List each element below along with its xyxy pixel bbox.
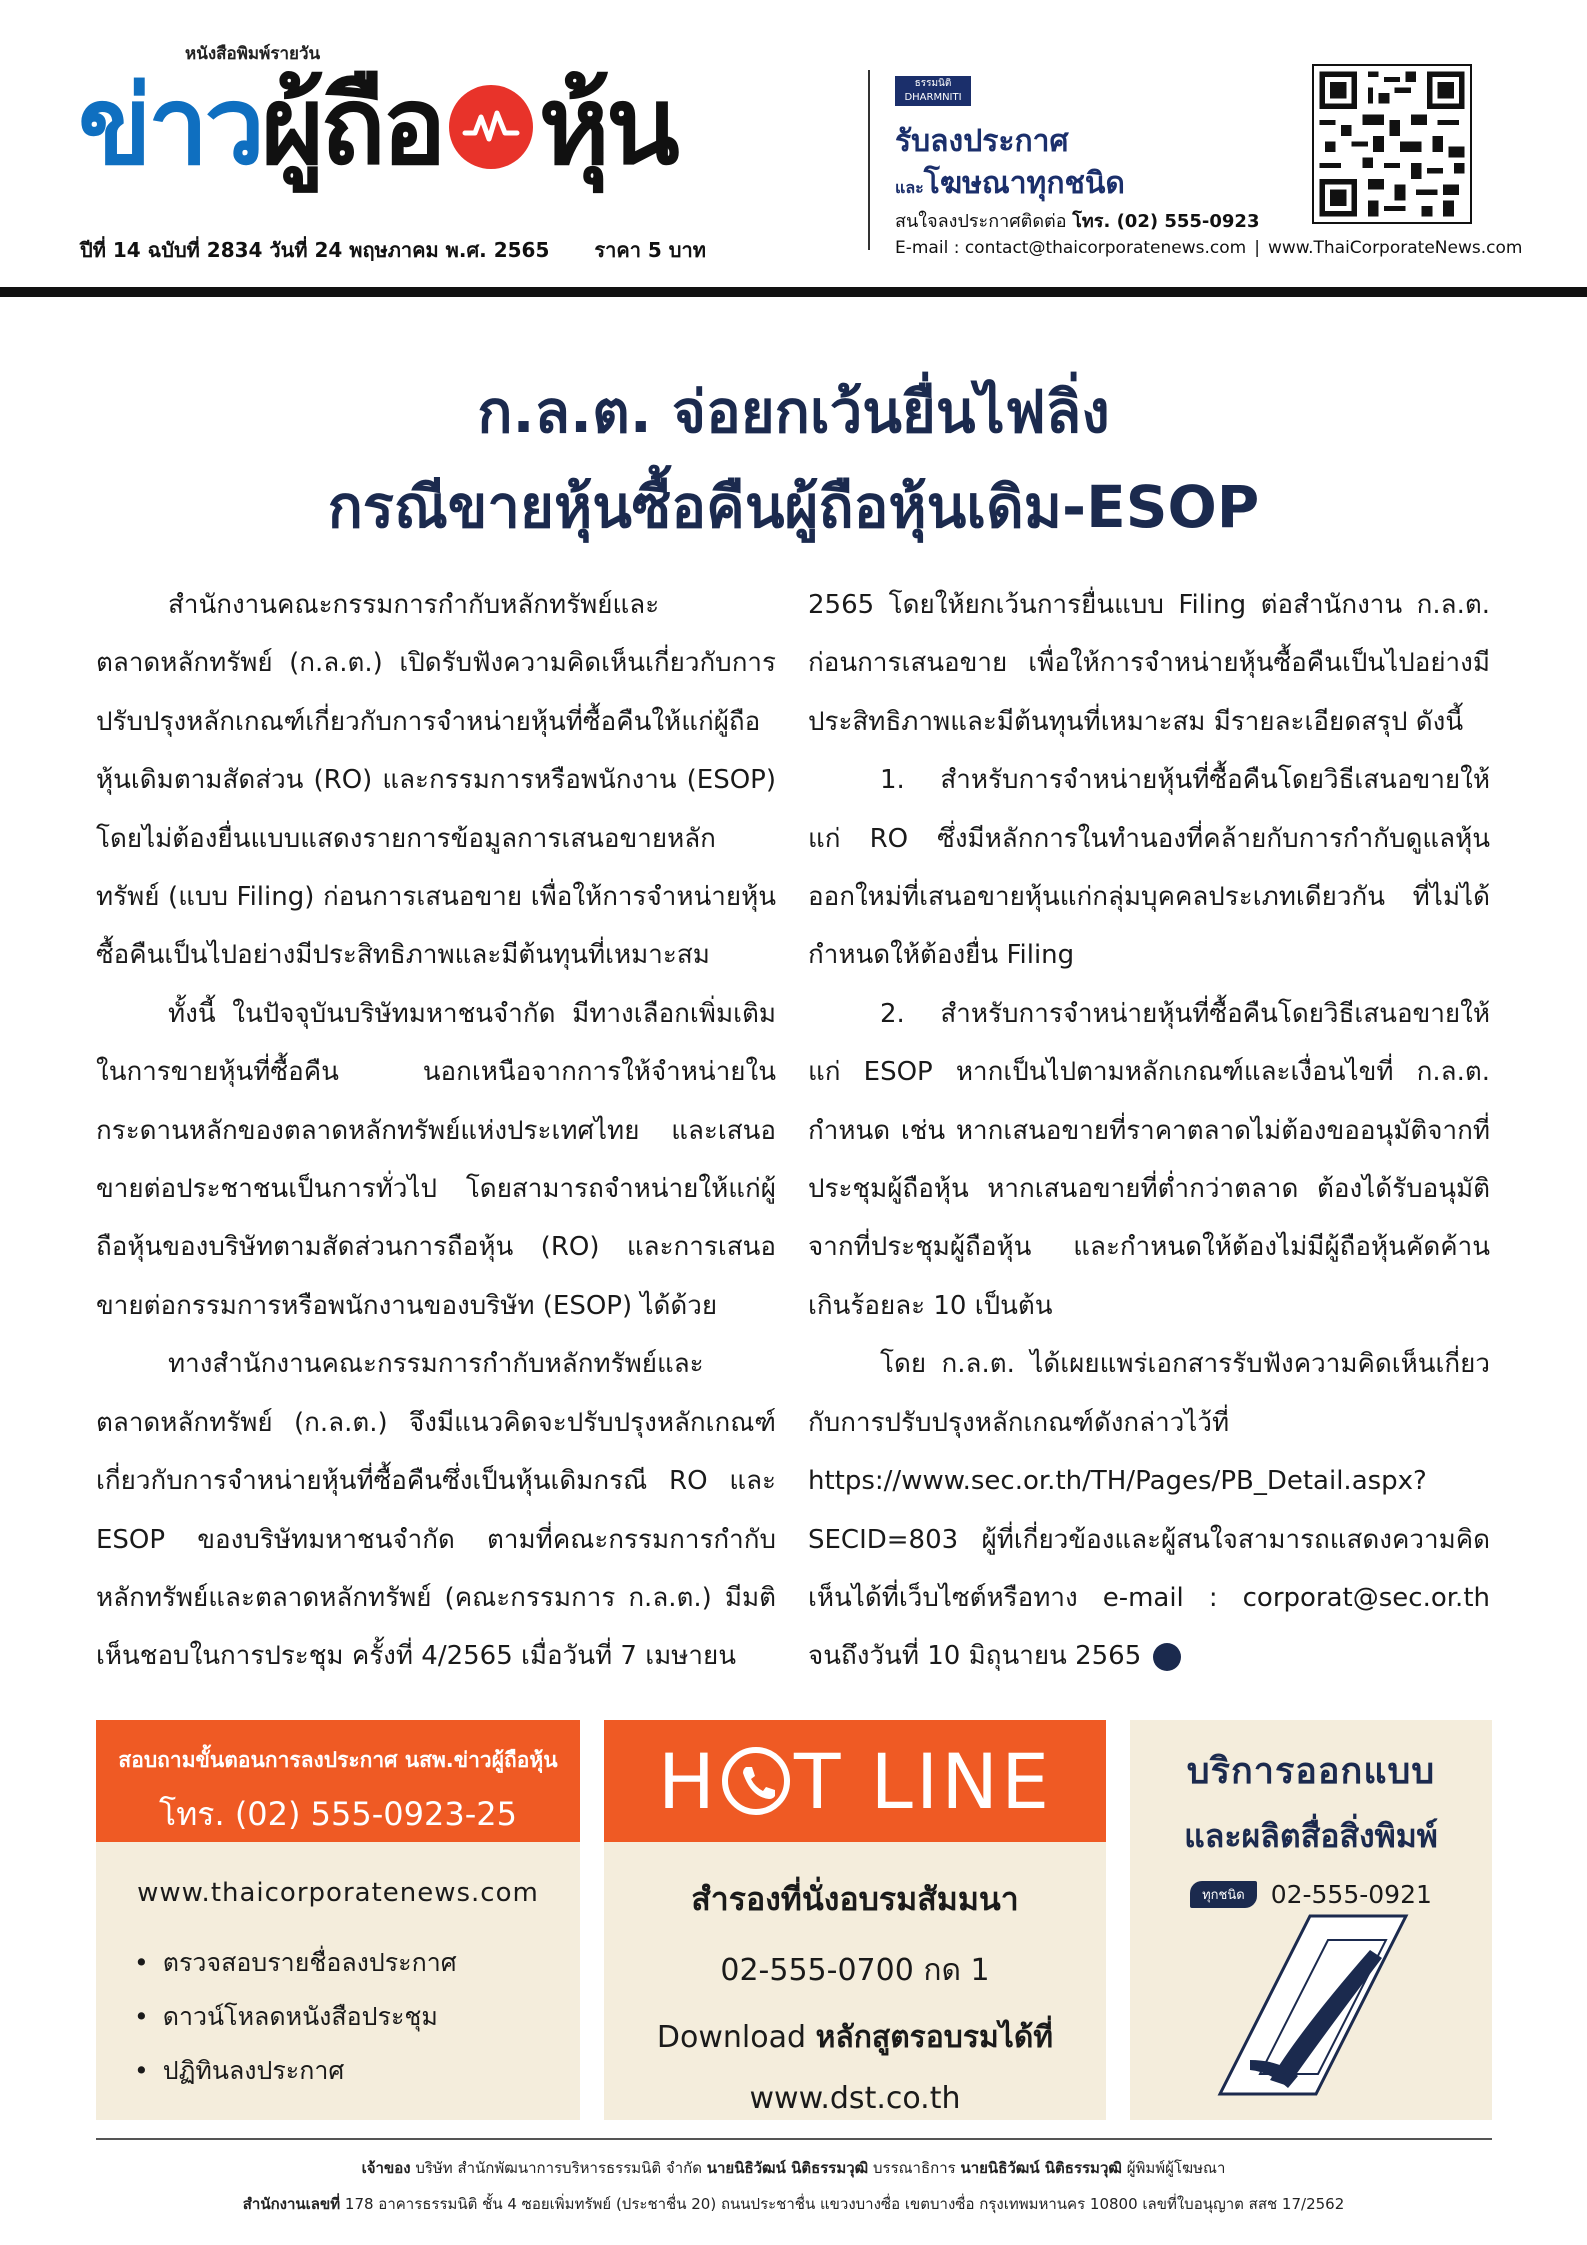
design-badge: ทุกชนิด — [1190, 1881, 1257, 1908]
ad-contact — [895, 206, 1259, 235]
footer-label-office: สำนักงานเลขที่ — [242, 2195, 341, 2213]
list-item: • ดาวน์โหลดหนังสือประชุม — [134, 1990, 580, 2044]
headline-line2: กรณีขายหุ้นซื้อคืนผู้ถือหุ้นเดิม-ESOP — [327, 473, 1260, 541]
article-paragraph: 1. สำหรับการจำหน่ายหุ้นที่ซื้อคืนโดยวิธีเสนอขายให้แก่ RO ซึ่งมีหลักการในทำนองที่คล้ายกับการกำกับดูแลหุ้นออกใหม่ที่เสนอขายหุ้นแก่กลุ่มบุคคลประเภทเดียวกัน ที่ไม่ได้กำหนดให้ต้องยื่น Filing — [808, 765, 1490, 971]
article-column-right — [808, 576, 1490, 1686]
footer-publisher-name: นายนิธิวัฒน์ นิติธรรมวุฒิ — [960, 2159, 1122, 2177]
hotline-title-right: T LINE — [793, 1736, 1053, 1826]
announcement-header — [96, 1720, 580, 1842]
separator: | — [1254, 238, 1260, 258]
design-phone-row — [1130, 1880, 1492, 1909]
design-title: บริการออกแบบ — [1186, 1751, 1436, 1792]
ad-title-prefix: และ — [895, 178, 924, 197]
qr-code — [1312, 64, 1472, 224]
masthead-rule — [0, 287, 1587, 297]
newspaper-logo — [78, 52, 676, 202]
design-subtitle: และผลิตสื่อสิ่งพิมพ์ — [1184, 1817, 1438, 1855]
dharmniti-badge — [895, 76, 971, 106]
announcement-phone: โทร. (02) 555-0923-25 — [159, 1795, 517, 1833]
article-paragraph-last — [808, 1335, 1490, 1685]
ad-email-row — [895, 238, 1522, 258]
article-paragraph: 2565 โดยให้ยกเว้นการยื่นแบบ Filing ต่อสำนักงาน ก.ล.ต. ก่อนการเสนอขาย เพื่อให้การจำหน่ายหุ้นซื้อคืนเป็นไปอย่างมีประสิทธิภาพและมีต้นทุนที่เหมาะสม มีรายละเอียดสรุป ดังนี้ — [808, 590, 1490, 737]
ad-title-announce: รับลงประกาศ — [895, 124, 1069, 159]
article-paragraph: ทั้งนี้ ในปัจจุบันบริษัทมหาชนจำกัด มีทางเลือกเพิ่มเติมในการขายหุ้นที่ซื้อคืน นอกเหนือจากการให้จำหน่ายในกระดานหลักของตลาดหลักทรัพย์แห่งประเทศไทย และเสนอขายต่อประชาชนเป็นการทั่วไป โดยสามารถจำหน่ายให้แก่ผู้ถือหุ้นของบริษัทตามสัดส่วนการถือหุ้น (RO) และการเสนอขายต่อกรรมการหรือพนักงานของบริษัท (ESOP) ได้ด้วย — [96, 998, 776, 1321]
ad-website-link[interactable]: www.ThaiCorporateNews.com — [1267, 238, 1523, 258]
newspaper-tagline: หนังสือพิมพ์รายวัน — [185, 44, 321, 64]
footer-publisher-role: ผู้พิมพ์ผู้โฆษณา — [1126, 2159, 1226, 2177]
article-column-left — [96, 576, 776, 1686]
article-paragraph-text: โดย ก.ล.ต. ได้เผยแพร่เอกสารรับฟังความคิดเห็นเกี่ยวกับการปรับปรุงหลักเกณฑ์ดังกล่าวไว้ที่ https://www.sec.or.th/TH/Pages/PB_Detail.aspx?SECID=803 ผู้ที่เกี่ยวข้องและผู้สนใจสามารถแสดงความคิดเห็นได้ที่เว็บไซต์หรือทาง e-mail : corporat@sec.or.th จนถึงวันที่ 10 มิถุนายน 2565 — [808, 1349, 1490, 1672]
logo-text-part3: หุ้น — [538, 64, 676, 189]
footer-editor-role: บรรณาธิการ — [872, 2159, 956, 2177]
logo-text-part1: ข่าว — [78, 64, 262, 189]
ad-title-text: โฆษณาทุกชนิด — [923, 166, 1125, 201]
issue-number-date: ปีที่ 14 ฉบับที่ 2834 วันที่ 24 พฤษภาคม พ.ศ. 2565 — [80, 238, 550, 262]
header-divider — [868, 70, 870, 250]
announcement-box — [96, 1720, 580, 2120]
masthead — [0, 0, 1587, 285]
design-box — [1130, 1720, 1492, 2120]
end-of-article-icon — [1153, 1643, 1181, 1671]
print-paper-icon — [1210, 1910, 1410, 2104]
article-paragraph: สำนักงานคณะกรรมการกำกับหลักทรัพย์และตลาดหลักทรัพย์ (ก.ล.ต.) เปิดรับฟังความคิดเห็นเกี่ยวกับการปรับปรุงหลักเกณฑ์เกี่ยวกับการจำหน่ายหุ้นที่ซื้อคืนให้แก่ผู้ถือหุ้นเดิมตามสัดส่วน (RO) และกรรมการหรือพนักงาน (ESOP) โดยไม่ต้องยื่นแบบแสดงรายการข้อมูลการเสนอขายหลักทรัพย์ (แบบ Filing) ก่อนการเสนอขาย เพื่อให้การจำหน่ายหุ้นซื้อคืนเป็นไปอย่างมีประสิทธิภาพและมีต้นทุนที่เหมาะสม — [96, 590, 776, 971]
design-phone: 02-555-0921 — [1270, 1880, 1432, 1909]
ad-title-advertise — [895, 160, 1125, 207]
article-paragraph: 2. สำหรับการจำหน่ายหุ้นที่ซื้อคืนโดยวิธีเสนอขายให้แก่ ESOP หากเป็นไปตามหลักเกณฑ์และเงื่อนไขที่ ก.ล.ต. กำหนด เช่น หากเสนอขายที่ราคาตลาดไม่ต้องขออนุมัติจากที่ประชุมผู้ถือหุ้น หากเสนอขายที่ต่ำกว่าตลาด ต้องได้รับอนุมัติจากที่ประชุมผู้ถือหุ้น และกำหนดให้ต้องไม่มีผู้ถือหุ้นคัดค้านเกินร้อยละ 10 เป็นต้น — [808, 998, 1490, 1321]
announcement-list — [96, 1936, 580, 2098]
issue-info — [80, 234, 744, 266]
footer-rule — [96, 2138, 1492, 2140]
article-paragraph: ทางสำนักงานคณะกรรมการกำกับหลักทรัพย์และตลาดหลักทรัพย์ (ก.ล.ต.) จึงมีแนวคิดจะปรับปรุงหลักเกณฑ์เกี่ยวกับการจำหน่ายหุ้นที่ซื้อคืนซึ่งเป็นหุ้นเดิมกรณี RO และ ESOP ของบริษัทมหาชนจำกัด ตามที่คณะกรรมการกำกับหลักทรัพย์และตลาดหลักทรัพย์ (คณะกรรมการ ก.ล.ต.) มีมติเห็นชอบในการประชุม ครั้งที่ 4/2565 เมื่อวันที่ 7 เมษายน — [96, 1349, 776, 1672]
footer-editor-name: นายนิธิวัฒน์ นิติธรรมวุฒิ — [706, 2159, 869, 2177]
hotline-phone: 02-555-0700 กด 1 — [720, 1953, 990, 1988]
announcement-header-text: สอบถามขั้นตอนการลงประกาศ นสพ.ข่าวผู้ถือหุ้น — [118, 1748, 558, 1772]
footer-owner: บริษัท สำนักพัฒนาการบริหารธรรมนิติ จำกัด — [415, 2159, 702, 2177]
badge-line-eng: DHARMNITI — [904, 92, 962, 103]
badge-line-thai: ธรรมนิติ — [914, 78, 952, 89]
footer-ownership — [0, 2156, 1587, 2180]
headline-line1: ก.ล.ต. จ่อยกเว้นยื่นไฟลิ่ง — [477, 378, 1110, 446]
footer-address — [0, 2192, 1587, 2216]
hotline-url[interactable]: www.dst.co.th — [749, 2081, 961, 2116]
list-item: • ตรวจสอบรายชื่อลงประกาศ — [134, 1936, 580, 1990]
logo-text-part2: ผู้ถือ — [261, 64, 443, 189]
hotline-title — [604, 1720, 1106, 1842]
footer-label-owner: เจ้าของ — [361, 2159, 411, 2177]
hotline-box — [604, 1720, 1106, 2120]
stock-chart-icon — [449, 85, 533, 169]
ad-contact-phone: โทร. (02) 555-0923 — [1072, 211, 1260, 232]
issue-price: ราคา 5 บาท — [594, 238, 706, 262]
ad-email[interactable]: E-mail : contact@thaicorporatenews.com — [895, 238, 1247, 258]
list-item: • ปฏิทินลงประกาศ — [134, 2044, 580, 2098]
ad-contact-prefix: สนใจลงประกาศติดต่อ — [895, 211, 1067, 232]
download-text: หลักสูตรอบรมได้ที่ — [815, 2020, 1054, 2055]
phone-icon — [722, 1747, 790, 1815]
hotline-download — [604, 2014, 1106, 2061]
hotline-title-left: H — [657, 1736, 718, 1826]
footer-office-address: 178 อาคารธรรมนิติ ชั้น 4 ซอยเพิ่มทรัพย์ (ประชาชื่น 20) ถนนประชาชื่น แขวงบางซื่อ เขตบางซื่อ กรุงเทพมหานคร 10800 เลขที่ใบอนุญาต สสช 17/2562 — [344, 2195, 1345, 2213]
hotline-seminar: สำรองที่นั่งอบรมสัมมนา — [691, 1880, 1019, 1918]
download-prefix: Download — [656, 2020, 807, 2055]
announcement-url[interactable]: www.thaicorporatenews.com — [137, 1878, 539, 1908]
